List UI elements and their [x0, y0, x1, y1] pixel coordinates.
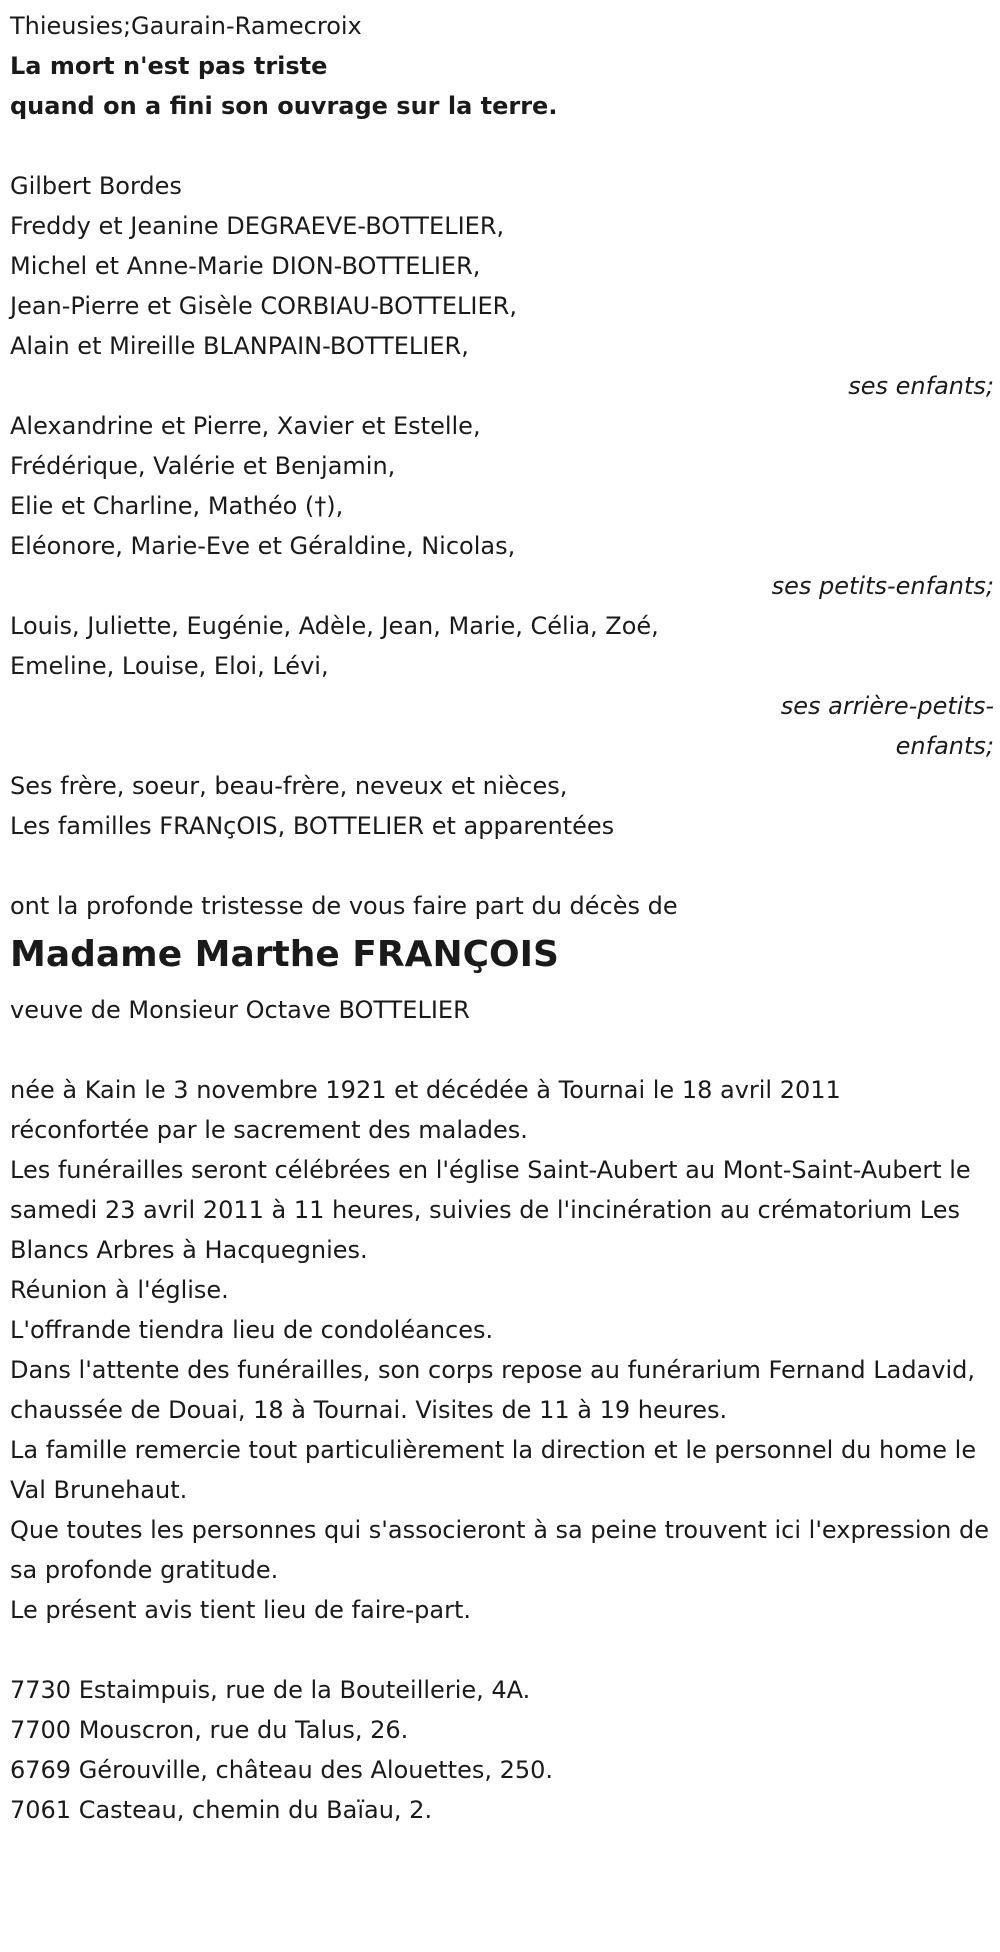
- quote-line-2: quand on a fini son ouvrage sur la terre.: [10, 92, 558, 120]
- great-grandchildren-list: [10, 606, 994, 686]
- notice-text: Le présent avis tient lieu de faire-part.: [10, 1596, 472, 1624]
- viewing-info: Dans l'attente des funérailles, son corps repose au funérarium Fernand Ladavid, chaussée de Douai, 18 à Tournai. Visites de 11 à 19 heures.: [10, 1356, 976, 1424]
- offering-info: L'offrande tiendra lieu de condoléances.: [10, 1316, 494, 1344]
- address-item: 6769 Gérouville, château des Alouettes, 250.: [10, 1756, 554, 1784]
- great-grandchildren-label-2: enfants;: [895, 732, 994, 760]
- list-item: Eléonore, Marie-Eve et Géraldine, Nicolas,: [10, 532, 516, 560]
- address-item: 7730 Estaimpuis, rue de la Bouteillerie, 4A.: [10, 1676, 531, 1704]
- great-grandchildren-label-1: ses arrière-petits-: [780, 692, 994, 720]
- thanks-text: La famille remercie tout particulièrement la direction et le personnel du home le Val Brunehaut.: [10, 1436, 977, 1504]
- list-item: Jean-Pierre et Gisèle CORBIAU-BOTTELIER,: [10, 292, 517, 320]
- list-item: Emeline, Louise, Eloi, Lévi,: [10, 652, 329, 680]
- grandchildren-label-block: [10, 566, 994, 606]
- grandchildren-list: [10, 406, 994, 566]
- list-item: Les familles FRANçOIS, BOTTELIER et apparentées: [10, 812, 615, 840]
- list-item: Elie et Charline, Mathéo (†),: [10, 492, 344, 520]
- list-item: Freddy et Jeanine DEGRAEVE-BOTTELIER,: [10, 212, 505, 240]
- gratitude-text: Que toutes les personnes qui s'associeront à sa peine trouvent ici l'expression de sa profonde gratitude.: [10, 1516, 990, 1584]
- meeting-info: Réunion à l'église.: [10, 1276, 229, 1304]
- intro-text: ont la profonde tristesse de vous faire part du décès de: [10, 892, 678, 920]
- address-item: 7061 Casteau, chemin du Baïau, 2.: [10, 1796, 433, 1824]
- great-grandchildren-label-block: [10, 686, 994, 766]
- address-item: 7700 Mouscron, rue du Talus, 26.: [10, 1716, 409, 1744]
- funeral-details: Les funérailles seront célébrées en l'église Saint-Aubert au Mont-Saint-Aubert le samedi 23 avril 2011 à 11 heures, suivies de l'incinération au crématorium Les Blancs Arbres à Hacquegnies.: [10, 1156, 971, 1264]
- children-label: ses enfants;: [848, 372, 994, 400]
- list-item: Alexandrine et Pierre, Xavier et Estelle,: [10, 412, 481, 440]
- children-list: [10, 206, 994, 366]
- list-item: Michel et Anne-Marie DION-BOTTELIER,: [10, 252, 481, 280]
- list-item: Alain et Mireille BLANPAIN-BOTTELIER,: [10, 332, 469, 360]
- other-relatives: [10, 766, 994, 846]
- birth-death-line-1: née à Kain le 3 novembre 1921 et décédée à Tournai le 18 avril 2011: [10, 1076, 841, 1104]
- list-item: Frédérique, Valérie et Benjamin,: [10, 452, 396, 480]
- list-item: Ses frère, soeur, beau-frère, neveux et nièces,: [10, 772, 568, 800]
- birth-death-line-2: réconfortée par le sacrement des malades.: [10, 1116, 528, 1144]
- spouse: Gilbert Bordes: [10, 172, 182, 200]
- location: Thieusies;Gaurain-Ramecroix: [10, 12, 362, 40]
- widow-of: veuve de Monsieur Octave BOTTELIER: [10, 996, 470, 1024]
- list-item: Louis, Juliette, Eugénie, Adèle, Jean, Marie, Célia, Zoé,: [10, 612, 659, 640]
- deceased-name: Madame Marthe FRANÇOIS: [10, 934, 559, 975]
- addresses-list: [10, 1670, 994, 1830]
- grandchildren-label: ses petits-enfants;: [771, 572, 994, 600]
- children-label-block: [10, 366, 994, 406]
- quote-line-1: La mort n'est pas triste: [10, 52, 328, 80]
